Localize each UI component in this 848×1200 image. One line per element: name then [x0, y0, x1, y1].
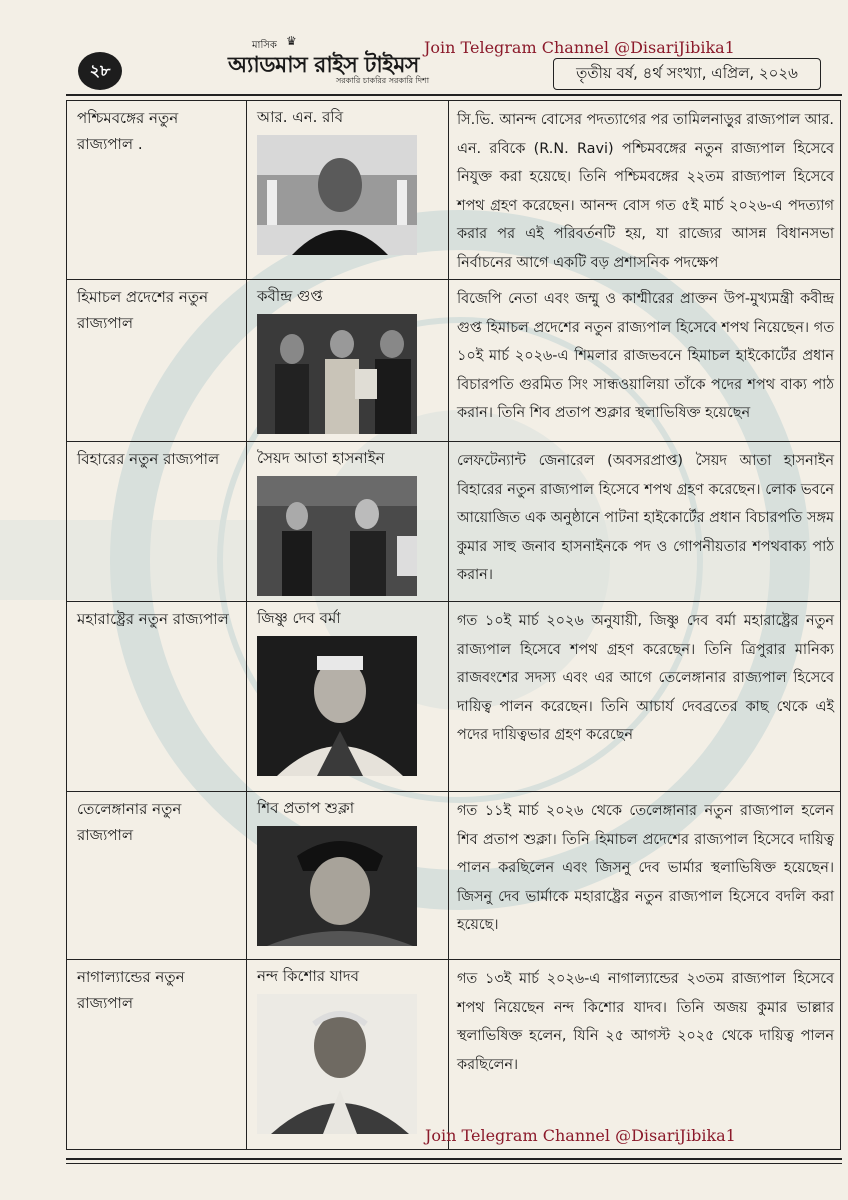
state-cell: তেলেঙ্গানার নতুন রাজ্যপাল	[77, 800, 182, 844]
governors-table	[66, 100, 841, 1150]
person-name: নন্দ কিশোর যাদব	[257, 967, 360, 985]
telegram-link-top[interactable]: Join Telegram Channel @DisariJibika1	[424, 38, 735, 57]
person-name: শিব প্রতাপ শুক্লা	[257, 799, 355, 817]
table-row	[67, 602, 841, 792]
state-cell: হিমাচল প্রদেশের নতুন রাজ্যপাল	[77, 288, 209, 332]
header-rule	[66, 94, 842, 96]
person-photo	[257, 636, 417, 776]
table-row	[67, 280, 841, 442]
telegram-link-bottom[interactable]: Join Telegram Channel @DisariJibika1	[425, 1126, 736, 1145]
footer-rule	[66, 1158, 842, 1160]
person-photo	[257, 476, 417, 596]
person-photo	[257, 826, 417, 946]
person-name: আর. এন. রবি	[257, 108, 344, 126]
description-cell: গত ১০ই মার্চ ২০২৬ অনুযায়ী, জিষ্ণু দেব বর্মা মহারাষ্ট্রের নতুন রাজ্যপাল হিসেবে শপথ গ্রহণ করেছেন। তিনি ত্রিপুরার মানিক্য রাজবংশের সদস্য এবং এর আগে তেলেঙ্গানার রাজ্যপাল হিসেবে দায়িত্ব পালন করেছেন। তিনি আচার্য দেবব্রতের কাছ থেকে এই পদের দায়িত্বভার গ্রহণ করেছেন	[457, 613, 834, 743]
table-row	[67, 960, 841, 1150]
person-photo	[257, 135, 417, 255]
page-number: ২৮	[78, 52, 122, 90]
description-cell: গত ১১ই মার্চ ২০২৬ থেকে তেলেঙ্গানার নতুন রাজ্যপাল হলেন শিব প্রতাপ শুক্লা। তিনি হিমাচল প্রদেশের রাজ্যপাল হিসেবে দায়িত্ব পালন করছিলেন এবং জিসনু দেব ভার্মার স্থলাভিষিক্ত হয়েছেন। জিসনু দেব ভার্মাকে মহারাষ্ট্রের নতুন রাজ্যপাল হিসেবে বদলি করা হয়েছে।	[457, 803, 834, 933]
masthead-tagline: সরকারি চাকরির সরকারি দিশা	[336, 76, 430, 85]
person-name: জিষ্ণু দেব বর্মা	[257, 609, 341, 627]
state-cell: পশ্চিমবঙ্গের নতুন রাজ্যপাল .	[77, 109, 179, 153]
description-cell: বিজেপি নেতা এবং জম্মু ও কাশ্মীরের প্রাক্তন উপ-মুখ্যমন্ত্রী কবীন্দ্র গুপ্ত হিমাচল প্রদেশের নতুন রাজ্যপাল হিসেবে শপথ নিয়েছেন। গত ১০ই মার্চ ২০২৬-এ শিমলার রাজভবনে হিমাচল হাইকোর্টের প্রধান বিচারপতি গুরমিত সিং সান্ধওয়ালিয়া তাঁকে পদের শপথ বাক্য পাঠ করান। তিনি শিব প্রতাপ শুক্লার স্থলাভিষিক্ত হয়েছেন	[457, 291, 834, 421]
person-name: কবীন্দ্র গুপ্ত	[257, 287, 323, 305]
person-name: সৈয়দ আতা হাসনাইন	[257, 449, 385, 467]
state-cell: মহারাষ্ট্রের নতুন রাজ্যপাল	[77, 610, 229, 628]
description-cell: গত ১৩ই মার্চ ২০২৬-এ নাগাল্যান্ডের ২৩তম রাজ্যপাল হিসেবে শপথ নিয়েছেন নন্দ কিশোর যাদব। তিনি অজয় কুমার ভাল্লার স্থলাভিষিক্ত হলেন, যিনি ২৫ আগস্ট ২০২৫ থেকে দায়িত্ব পালন করছিলেন।	[457, 971, 834, 1073]
description-cell: সি.ভি. আনন্দ বোসের পদত্যাগের পর তামিলনাড়ুর রাজ্যপাল আর. এন. রবিকে (R.N. Ravi) পশ্চিমবঙ্গের নতুন রাজ্যপাল হিসেবে নিযুক্ত করা হয়েছে। তিনি পশ্চিমবঙ্গের ২২তম রাজ্যপাল হিসেবে শপথ গ্রহণ করেছেন। আনন্দ বোস গত ৫ই মার্চ ২০২৬-এ পদত্যাগ করার পর এই পরিবর্তনটি হয়, যা রাজ্যের আসন্ন বিধানসভা নির্বাচনের আগে একটি বড় প্রশাসনিক পদক্ষেপ	[457, 112, 834, 271]
description-cell: লেফটেন্যান্ট জেনারেল (অবসরপ্রাপ্ত) সৈয়দ আতা হাসনাইন বিহারের নতুন রাজ্যপাল হিসেবে শপথ গ্রহণ করেছেন। লোক ভবনে আয়োজিত এক অনুষ্ঠানে পাটনা হাইকোর্টের প্রধান বিচারপতি সঙ্গম কুমার সাহু জনাব হাসনাইনকে পদ ও গোপনীয়তার শপথবাক্য পাঠ করান।	[457, 453, 834, 583]
state-cell: বিহারের নতুন রাজ্যপাল	[77, 450, 220, 468]
person-photo	[257, 314, 417, 434]
issue-info: তৃতীয় বর্ষ, ৪র্থ সংখ্যা, এপ্রিল, ২০২৬	[553, 58, 821, 90]
masthead-title: অ্যাডমাস রাইস টাইমস	[228, 53, 419, 78]
table-row	[67, 792, 841, 960]
crown-icon: ♛	[286, 34, 297, 48]
footer-rule-thin	[66, 1163, 842, 1164]
table-row	[67, 442, 841, 602]
state-cell: নাগাল্যান্ডের নতুন রাজ্যপাল	[77, 968, 185, 1012]
page-header	[0, 0, 848, 100]
person-photo	[257, 994, 417, 1134]
table-row	[67, 101, 841, 280]
masthead-small: মাসিক	[252, 40, 277, 51]
